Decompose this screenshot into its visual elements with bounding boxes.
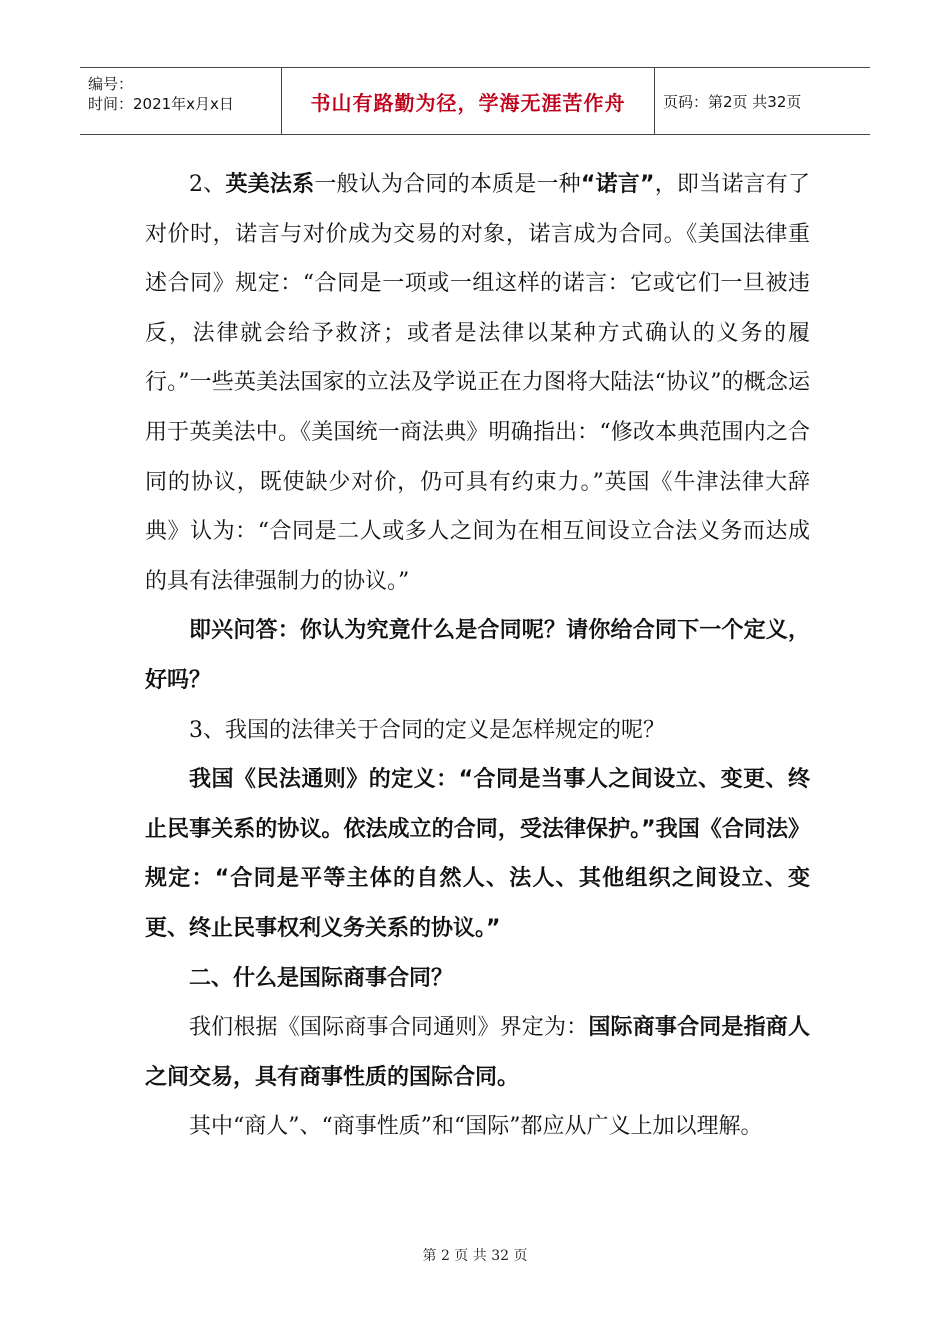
body-text: 我们根据《国际商事合同通则》界定为： <box>189 1015 589 1041</box>
bold-text: 二、什么是国际商事合同？ <box>189 965 454 991</box>
paragraph <box>145 1003 810 1102</box>
paragraph <box>145 1102 810 1152</box>
header-page-info: 页码：第2页 共32页 <box>663 92 802 111</box>
body-text: 其中“商人”、“商事性质”和“国际”都应从广义上加以理解。 <box>189 1114 763 1140</box>
bold-text: 我国《民法通则》的定义：“合同是当事人之间设立、变更、终止民事关系的协议。依法成立的合同，受法律保护。”我国《合同法》规定：“合同是平等主体的自然人、法人、其他组织之间设立、变更、终止民事权利义务关系的协议。” <box>145 767 810 941</box>
bold-text: “诺言” <box>580 172 655 197</box>
body-text: ，即当诺言有了对价时，诺言与对价成为交易的对象，诺言成为合同。《美国法律重述合同》规定：“合同是一项或一组这样的诺言：它或它们一旦被违反，法律就会给予救济；或者是法律以某种方式确认的义务的履行。”一些英美法国家的立法及学说正在力图将大陆法“协议”的概念运用于英美法中。《美国统一商法典》明确指出：“修改本典范围内之合同的协议，既使缺少对价，仍可具有约束力。”英国《牛津法律大辞典》认为：“合同是二人或多人之间为在相互间设立合法义务而达成的具有法律强制力的协议。” <box>145 172 810 594</box>
page-header <box>80 67 870 135</box>
body-text: 2、 <box>189 172 226 197</box>
paragraph <box>145 706 810 756</box>
bold-text: 英美法系 <box>225 172 315 197</box>
bold-text: 国际商事合同是指商人之间交易，具有商事性质的国际合同。 <box>145 1015 810 1090</box>
paragraph <box>145 160 810 606</box>
paragraph <box>145 606 810 705</box>
paragraph <box>145 755 810 953</box>
header-meta <box>80 68 282 134</box>
body-text: 3、我国的法律关于合同的定义是怎样规定的呢？ <box>189 717 665 743</box>
document-body <box>145 160 810 1152</box>
header-date-label: 时间：2021年x月x日 <box>88 95 234 113</box>
body-text: 一般认为合同的本质是一种 <box>314 172 581 197</box>
paragraph <box>145 954 810 1004</box>
header-motto: 书山有路勤为径，学海无涯苦作舟 <box>282 68 655 134</box>
page-footer: 第 2 页 共 32 页 <box>422 1248 528 1264</box>
header-number-label: 编号： <box>88 75 134 93</box>
bold-text: 即兴问答：你认为究竟什么是合同呢？请你给合同下一个定义，好吗？ <box>145 618 810 693</box>
